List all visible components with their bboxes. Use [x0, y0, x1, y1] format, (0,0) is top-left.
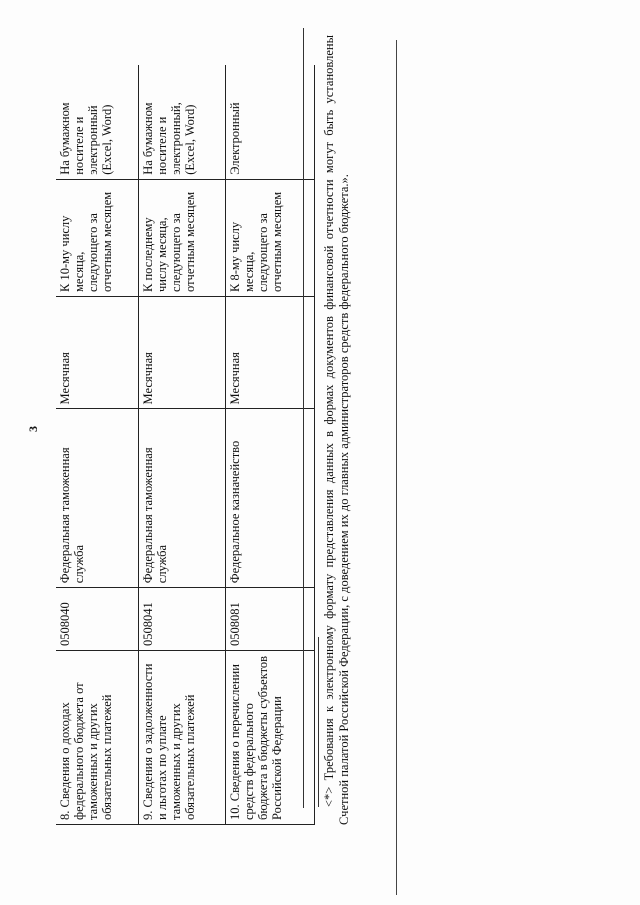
- footnote-text: <*> Требования к электронному формату представления данных в формах документов финансовой отчетности могут быть установлены Счетной палатой Российской Федерации, с доведением их до главных администраторов средств федерального бюджета.».: [322, 35, 351, 825]
- form-name-cell: 10. Сведения о перечислении средств федерального бюджета в бюджеты субъектов Российской Федерации: [226, 650, 315, 824]
- form-name-cell: 8. Сведения о доходах федерального бюджета от таможенных и других обязательных платежей: [56, 650, 139, 824]
- format-cell: Электронный: [226, 65, 315, 179]
- deadline-cell: К 10-му числу месяца, следующего за отчетным месяцем: [56, 179, 139, 296]
- form-code-cell: [56, 588, 139, 651]
- table-row: [226, 65, 315, 825]
- format-cell: На бумажном носителе и электронный, (Excel, Word): [139, 65, 226, 179]
- page-bottom-rule: [396, 40, 397, 895]
- form-code: 0508040: [58, 602, 72, 646]
- periodicity-cell: Месячная: [226, 297, 315, 409]
- form-code: 0508081: [228, 602, 242, 646]
- organization-cell: Федеральная таможенная служба: [139, 409, 226, 588]
- table-bottom-rule: [303, 28, 304, 808]
- organization-cell: Федеральная таможенная служба: [56, 409, 139, 588]
- form-code: 0508041: [141, 602, 155, 646]
- form-name-cell: 9. Сведения о задолженности и льготах по уплате таможенных и других обязательных платежей: [139, 650, 226, 824]
- table-row: [56, 65, 139, 825]
- organization-cell: Федеральное казначейство: [226, 409, 315, 588]
- form-code-cell: [139, 588, 226, 651]
- page-number: 3: [26, 426, 40, 432]
- deadline-cell: К 8-му числу месяца, следующего за отчетным месяцем: [226, 179, 315, 296]
- periodicity-cell: Месячная: [139, 297, 226, 409]
- footnote-separator: [318, 637, 319, 807]
- format-cell: На бумажном носителе и электронный (Excel, Word): [56, 65, 139, 179]
- deadline-cell: К последнему числу месяца, следующего за отчетным месяцем: [139, 179, 226, 296]
- form-code-cell: [226, 588, 315, 651]
- report-forms-table: [56, 65, 315, 825]
- table-row: [139, 65, 226, 825]
- periodicity-cell: Месячная: [56, 297, 139, 409]
